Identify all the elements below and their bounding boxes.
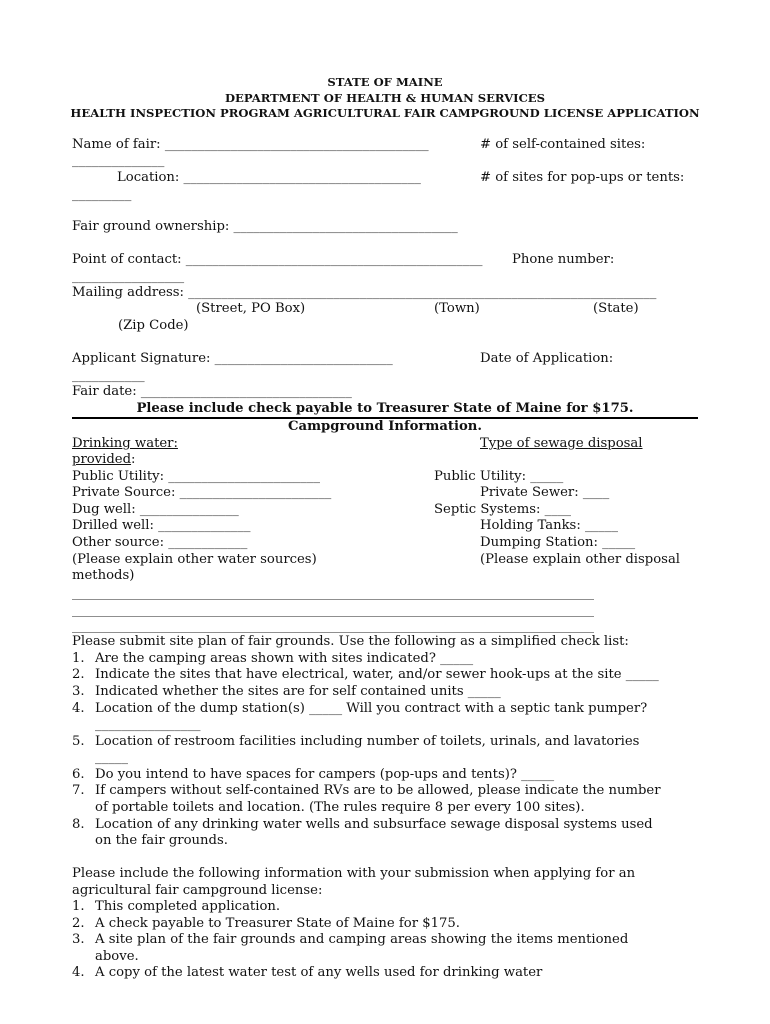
date-of-application-field[interactable]: Date of Application: — [480, 351, 614, 366]
water-explain-hint: (Please explain other water sources) — [72, 552, 317, 567]
submission-item: This completed application. — [95, 899, 281, 914]
submission-number: 2. — [72, 916, 85, 931]
checklist-item[interactable]: Indicated whether the sites are for self contained units _____ — [95, 684, 501, 699]
checklist-item[interactable]: Do you intend to have spaces for campers (pop-ups and tents)? _____ — [95, 767, 555, 782]
phone-number-field[interactable]: Phone number: — [512, 252, 615, 267]
checklist-number: 2. — [72, 667, 85, 682]
water-public-utility[interactable]: Public Utility: _______________________ — [72, 469, 320, 484]
provided-colon: : — [131, 452, 136, 467]
explain-blank-line[interactable]: _______________________________________________________________________________________ — [72, 603, 594, 617]
checklist-item: Location of any drinking water wells and subsurface sewage disposal systems used — [95, 817, 653, 832]
submission-intro-continuation: agricultural fair campground license: — [72, 883, 323, 898]
checklist-number: 8. — [72, 817, 85, 832]
sewage-holding-tanks[interactable]: Holding Tanks: _____ — [480, 518, 618, 533]
date-of-application-blank[interactable]: ___________ — [72, 368, 145, 383]
ownership-field[interactable]: Fair ground ownership: __________________________________ — [72, 219, 458, 234]
checklist-item: If campers without self-contained RVs are to be allowed, please indicate the number — [95, 783, 661, 798]
sewage-public-utility[interactable]: Public Utility: _____ — [434, 469, 564, 484]
explain-blank-line[interactable]: _______________________________________________________________________________________ — [72, 619, 594, 633]
drinking-water-heading: Drinking water: — [72, 436, 178, 451]
self-contained-sites-blank[interactable]: ______________ — [72, 153, 165, 168]
point-of-contact-field[interactable]: Point of contact: _____________________________________________ — [72, 252, 483, 267]
phone-number-blank[interactable]: _________________ — [72, 269, 185, 284]
water-other-source[interactable]: Other source: ____________ — [72, 535, 248, 550]
explain-blank-line[interactable]: _______________________________________________________________________________________ — [72, 586, 594, 600]
sewage-dumping-station[interactable]: Dumping Station: _____ — [480, 535, 636, 550]
sewage-septic-systems[interactable]: Septic Systems: ____ — [434, 502, 572, 517]
checklist-number: 1. — [72, 651, 85, 666]
payment-notice: Please include check payable to Treasurer State of Maine for $175. — [136, 401, 634, 416]
checklist-number: 6. — [72, 767, 85, 782]
location-field[interactable]: Location: ____________________________________ — [117, 170, 421, 185]
checklist-item[interactable]: Location of the dump station(s) _____ Will you contract with a septic tank pumper? — [95, 701, 648, 716]
checklist-number: 5. — [72, 734, 85, 749]
water-dug-well[interactable]: Dug well: _______________ — [72, 502, 239, 517]
campground-info-heading: Campground Information. — [288, 419, 482, 434]
submission-item-continuation: above. — [95, 949, 139, 964]
checklist-item-continuation: on the fair grounds. — [95, 833, 228, 848]
checklist-item[interactable]: Location of restroom facilities including number of toilets, urinals, and lavatories — [95, 734, 640, 749]
name-of-fair-field[interactable]: Name of fair: ________________________________________ — [72, 137, 429, 152]
drinking-water-provided — [72, 452, 136, 468]
checklist-number: 4. — [72, 701, 85, 716]
sewage-disposal-heading: Type of sewage disposal — [480, 436, 643, 451]
applicant-signature-field[interactable]: Applicant Signature: ___________________________ — [72, 351, 393, 366]
sewage-methods-hint: methods) — [72, 568, 135, 583]
mailing-address-field[interactable]: Mailing address: _______________________________________________________________________ — [72, 285, 657, 300]
header-state: STATE OF MAINE — [327, 75, 443, 89]
submission-item: A copy of the latest water test of any wells used for drinking water — [95, 965, 543, 980]
checklist-intro: Please submit site plan of fair grounds. Use the following as a simplified check list: — [72, 634, 629, 649]
popup-sites-blank[interactable]: _________ — [72, 187, 132, 202]
header-program: HEALTH INSPECTION PROGRAM AGRICULTURAL FAIR CAMPGROUND LICENSE APPLICATION — [70, 106, 700, 120]
checklist-item-continuation[interactable]: ________________ — [95, 717, 201, 732]
submission-number: 3. — [72, 932, 85, 947]
submission-number: 1. — [72, 899, 85, 914]
submission-item: A check payable to Treasurer State of Maine for $175. — [95, 916, 460, 931]
header-department: DEPARTMENT OF HEALTH & HUMAN SERVICES — [224, 91, 546, 105]
self-contained-sites-field[interactable]: # of self-contained sites: — [480, 137, 646, 152]
state-hint: (State) — [593, 301, 639, 316]
submission-intro: Please include the following information with your submission when applying for an — [72, 866, 636, 881]
submission-item: A site plan of the fair grounds and camping areas showing the items mentioned — [95, 932, 629, 947]
checklist-item-continuation: of portable toilets and location. (The rules require 8 per every 100 sites). — [95, 800, 585, 815]
submission-number: 4. — [72, 965, 85, 980]
sewage-explain-hint: (Please explain other disposal — [480, 552, 681, 567]
popup-sites-field[interactable]: # of sites for pop-ups or tents: — [480, 170, 685, 185]
provided-label: provided — [72, 452, 132, 467]
checklist-number: 7. — [72, 783, 85, 798]
street-hint: (Street, PO Box) — [196, 301, 306, 316]
checklist-number: 3. — [72, 684, 85, 699]
sewage-private-sewer[interactable]: Private Sewer: ____ — [480, 485, 610, 500]
checklist-item[interactable]: Are the camping areas shown with sites indicated? _____ — [95, 651, 474, 666]
water-private-source[interactable]: Private Source: _______________________ — [72, 485, 332, 500]
checklist-item-continuation[interactable]: _____ — [95, 750, 128, 765]
zip-hint: (Zip Code) — [118, 318, 189, 333]
checklist-item[interactable]: Indicate the sites that have electrical, water, and/or sewer hook-ups at the site _____ — [95, 667, 659, 682]
water-drilled-well[interactable]: Drilled well: ______________ — [72, 518, 251, 533]
town-hint: (Town) — [434, 301, 480, 316]
fair-date-field[interactable]: Fair date: ________________________________ — [72, 384, 352, 399]
